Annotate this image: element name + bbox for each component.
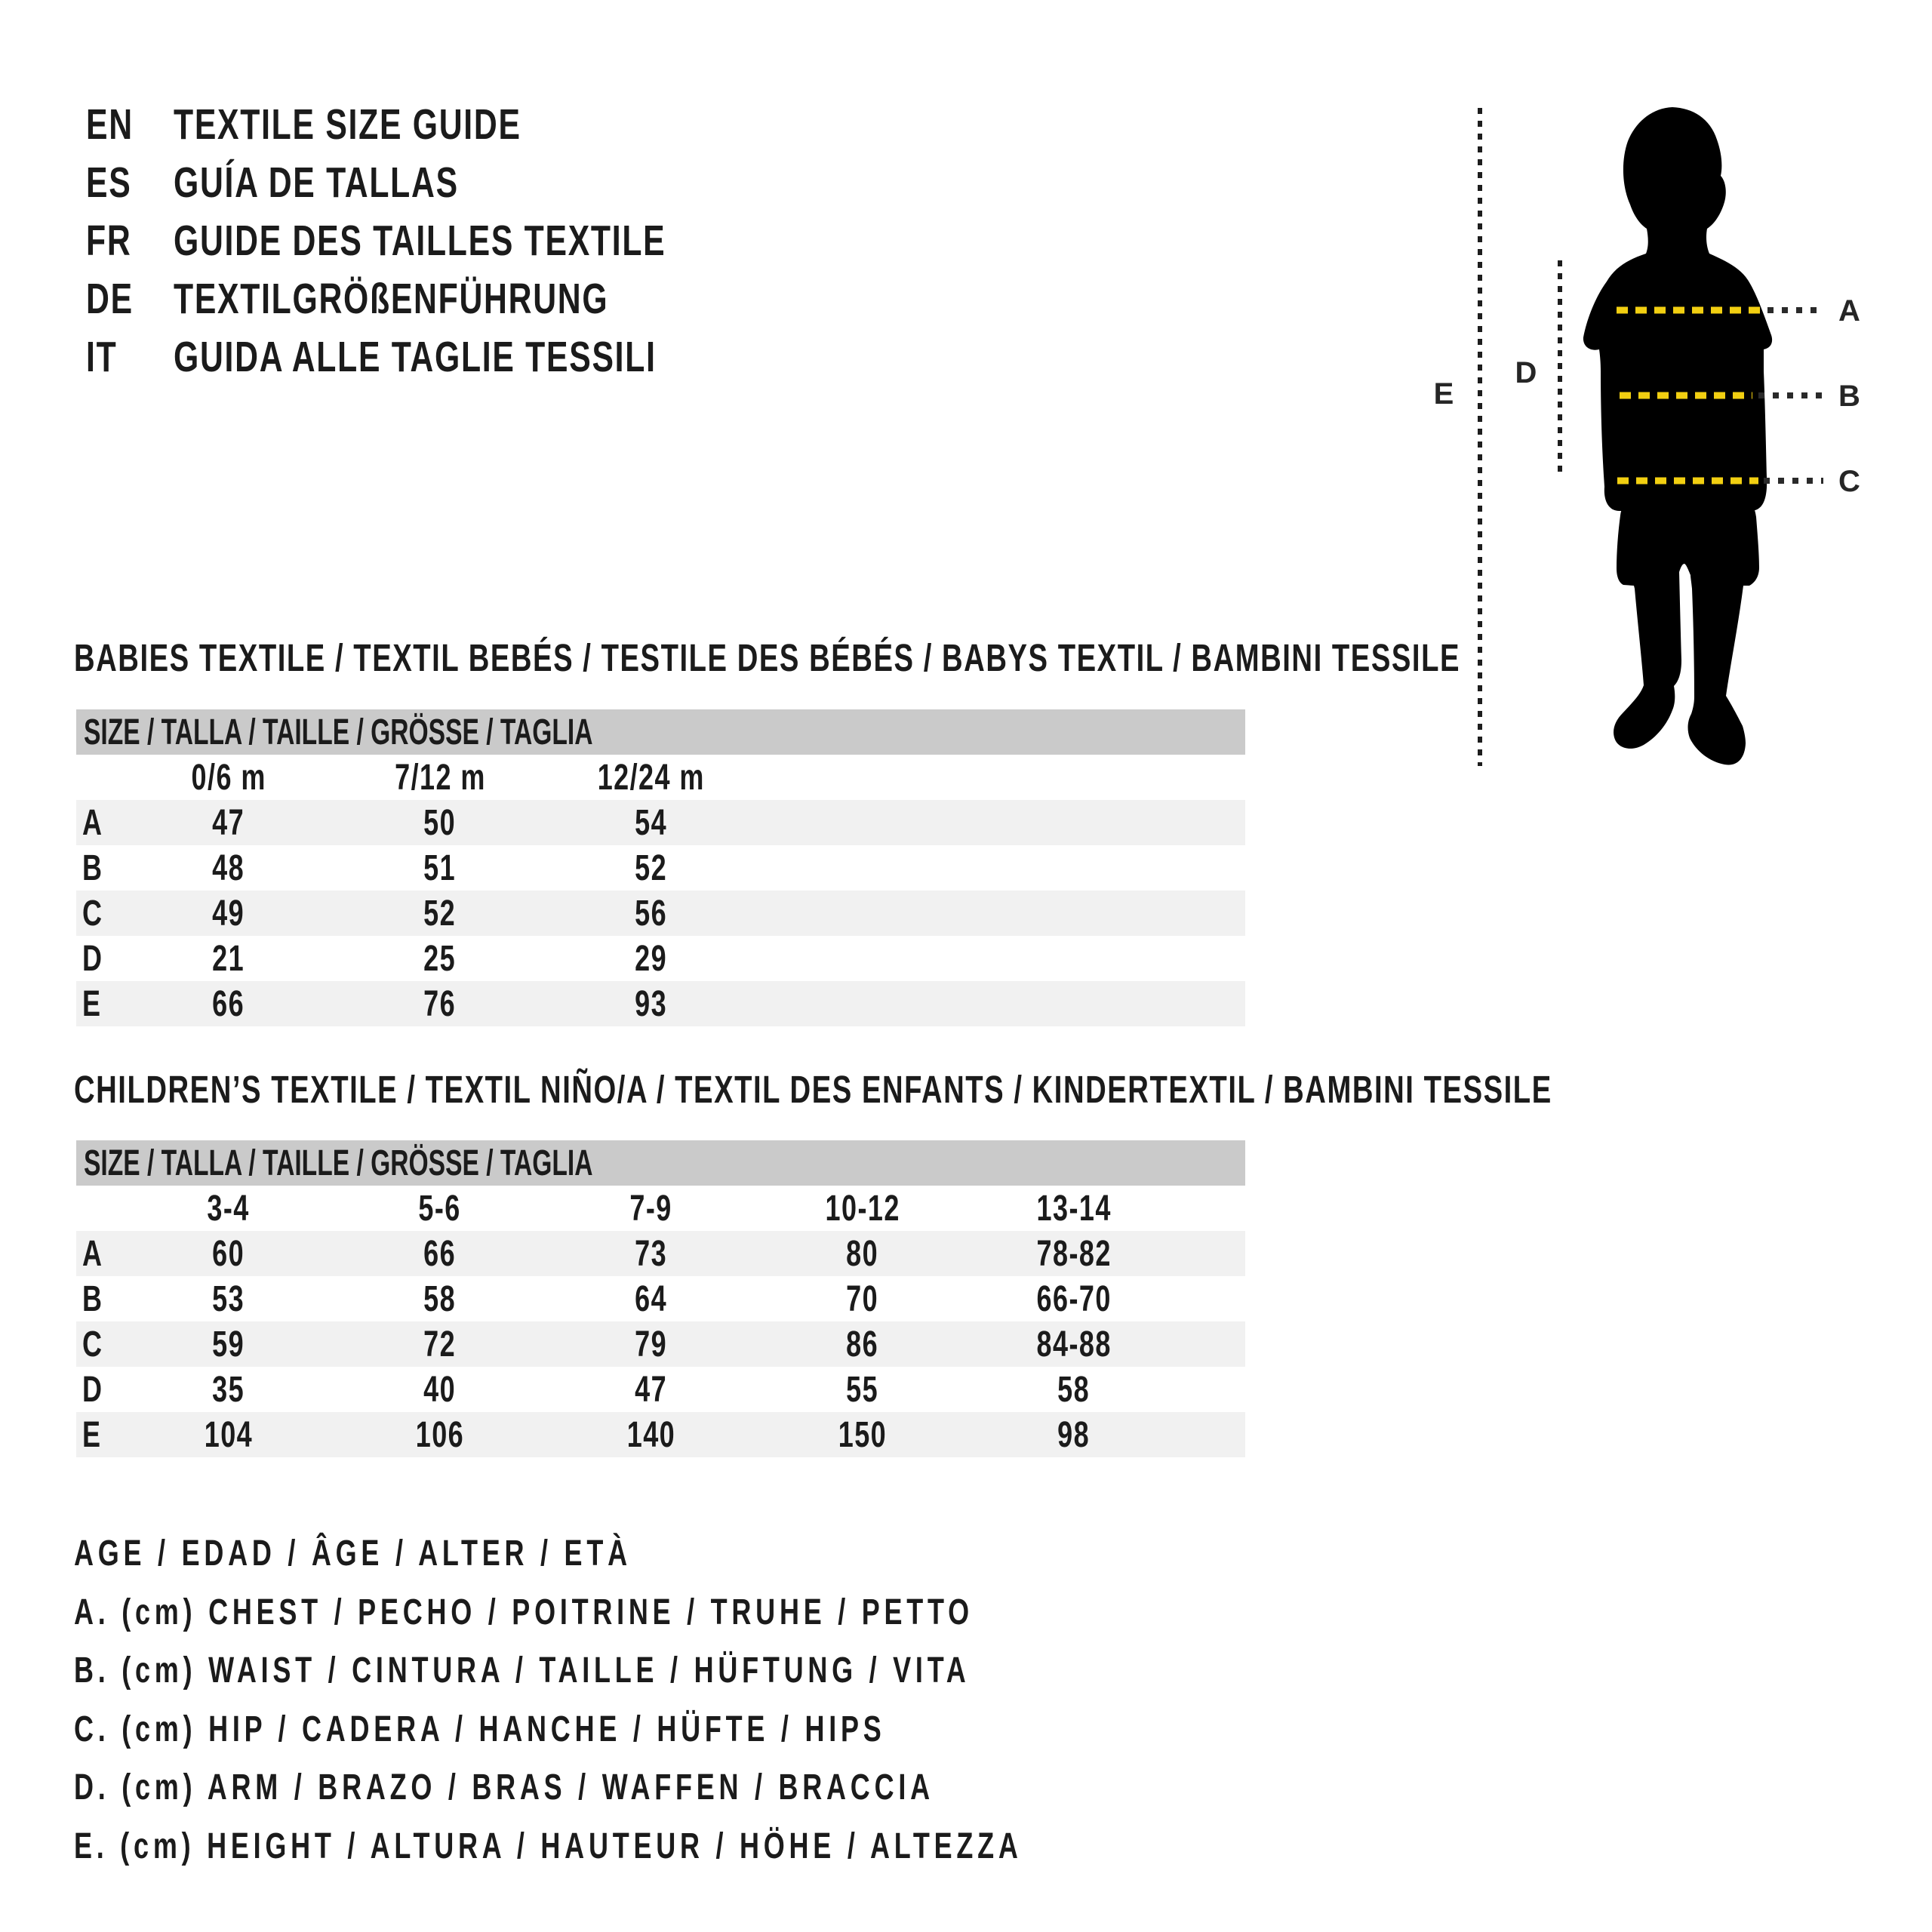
cell-value: 76 bbox=[423, 983, 457, 1024]
cell-value: 58 bbox=[1057, 1369, 1091, 1410]
language-code: IT bbox=[86, 332, 118, 381]
cell-value: 50 bbox=[423, 802, 457, 843]
row-label: A bbox=[82, 1233, 103, 1274]
table-row-d bbox=[76, 936, 1245, 981]
table-row-b bbox=[76, 1276, 1245, 1321]
babies-section-heading: BABIES TEXTILE / TEXTIL BEBÉS / TESTILE DES BÉBÉS / BABYS TEXTIL / BAMBINI TESSILE bbox=[74, 636, 1461, 679]
babies-size-table bbox=[76, 709, 1245, 1026]
language-title-block bbox=[86, 96, 830, 386]
cell-value: 140 bbox=[626, 1414, 676, 1455]
table-row-c bbox=[76, 1321, 1245, 1367]
title-row-en bbox=[86, 96, 830, 154]
cell-value: 60 bbox=[212, 1233, 245, 1274]
page-title-de: TEXTILGRÖßENFÜHRUNG bbox=[174, 274, 609, 323]
language-code: ES bbox=[86, 158, 132, 208]
arm-label: D bbox=[1515, 356, 1537, 389]
cell-value: 79 bbox=[635, 1324, 668, 1364]
legend-age: AGE / EDAD / ÂGE / ALTER / ETÀ bbox=[74, 1534, 632, 1574]
table-row-a bbox=[76, 800, 1245, 845]
table-row-e bbox=[76, 981, 1245, 1026]
height-label: E bbox=[1433, 377, 1454, 411]
column-header: 7-9 bbox=[629, 1188, 673, 1229]
cell-value: 49 bbox=[212, 893, 245, 934]
page-title-es: GUÍA DE TALLAS bbox=[174, 158, 459, 208]
children-size-table bbox=[76, 1140, 1245, 1457]
cell-value: 104 bbox=[204, 1414, 254, 1455]
measurement-figure bbox=[1419, 75, 1932, 792]
legend-arm: D. (cm) ARM / BRAZO / BRAS / WAFFEN / BRACCIA bbox=[74, 1767, 934, 1808]
cell-value: 52 bbox=[635, 848, 668, 888]
cell-value: 51 bbox=[423, 848, 457, 888]
size-header-bar: SIZE / TALLA / TAILLE / GRÖSSE / TAGLIA bbox=[76, 709, 1245, 755]
waist-label: B bbox=[1838, 380, 1860, 413]
legend-hip: C. (cm) HIP / CADERA / HANCHE / HÜFTE / HIPS bbox=[74, 1709, 886, 1749]
chest-label: A bbox=[1838, 294, 1860, 328]
cell-value: 66-70 bbox=[1036, 1278, 1112, 1319]
cell-value: 40 bbox=[423, 1369, 457, 1410]
babies-column-header-row bbox=[76, 755, 1245, 800]
language-code: FR bbox=[86, 216, 132, 265]
legend-waist: B. (cm) WAIST / CINTURA / TAILLE / HÜFTUNG / VITA bbox=[74, 1651, 971, 1691]
title-row-es bbox=[86, 154, 830, 212]
language-code: DE bbox=[86, 274, 134, 323]
cell-value: 25 bbox=[423, 938, 457, 979]
hip-label: C bbox=[1838, 465, 1860, 498]
cell-value: 29 bbox=[635, 938, 668, 979]
row-label: C bbox=[82, 1324, 103, 1364]
cell-value: 78-82 bbox=[1036, 1233, 1112, 1274]
title-row-de bbox=[86, 269, 830, 328]
cell-value: 52 bbox=[423, 893, 457, 934]
row-label: D bbox=[82, 1369, 103, 1410]
cell-value: 150 bbox=[838, 1414, 888, 1455]
cell-value: 73 bbox=[635, 1233, 668, 1274]
cell-value: 86 bbox=[846, 1324, 879, 1364]
column-header: 12/24 m bbox=[597, 757, 706, 798]
measurement-legend bbox=[74, 1524, 1339, 1875]
table-row-e bbox=[76, 1412, 1245, 1457]
children-section-heading: CHILDREN’S TEXTILE / TEXTIL NIÑO/A / TEXTIL DES ENFANTS / KINDERTEXTIL / BAMBINI TESSILE bbox=[74, 1068, 1552, 1111]
language-code: EN bbox=[86, 100, 134, 149]
column-header: 13-14 bbox=[1036, 1188, 1112, 1229]
column-header: 7/12 m bbox=[394, 757, 486, 798]
cell-value: 66 bbox=[423, 1233, 457, 1274]
legend-chest: A. (cm) CHEST / PECHO / POITRINE / TRUHE / PETTO bbox=[74, 1592, 974, 1632]
cell-value: 35 bbox=[212, 1369, 245, 1410]
cell-value: 56 bbox=[635, 893, 668, 934]
row-label: D bbox=[82, 938, 103, 979]
column-header: 3-4 bbox=[207, 1188, 251, 1229]
cell-value: 58 bbox=[423, 1278, 457, 1319]
cell-value: 106 bbox=[415, 1414, 465, 1455]
children-column-header-row bbox=[76, 1186, 1245, 1231]
cell-value: 93 bbox=[635, 983, 668, 1024]
table-row-b bbox=[76, 845, 1245, 891]
cell-value: 48 bbox=[212, 848, 245, 888]
cell-value: 53 bbox=[212, 1278, 245, 1319]
column-header: 5-6 bbox=[418, 1188, 462, 1229]
cell-value: 66 bbox=[212, 983, 245, 1024]
cell-value: 80 bbox=[846, 1233, 879, 1274]
legend-height: E. (cm) HEIGHT / ALTURA / HAUTEUR / HÖHE / ALTEZZA bbox=[74, 1826, 1023, 1866]
cell-value: 47 bbox=[212, 802, 245, 843]
size-header-bar: SIZE / TALLA / TAILLE / GRÖSSE / TAGLIA bbox=[76, 1140, 1245, 1186]
row-label: C bbox=[82, 893, 103, 934]
column-header: 10-12 bbox=[825, 1188, 900, 1229]
cell-value: 84-88 bbox=[1036, 1324, 1112, 1364]
table-row-c bbox=[76, 891, 1245, 936]
title-row-fr bbox=[86, 212, 830, 270]
cell-value: 98 bbox=[1057, 1414, 1091, 1455]
row-label: A bbox=[82, 802, 103, 843]
cell-value: 70 bbox=[846, 1278, 879, 1319]
cell-value: 55 bbox=[846, 1369, 879, 1410]
cell-value: 54 bbox=[635, 802, 668, 843]
cell-value: 47 bbox=[635, 1369, 668, 1410]
row-label: E bbox=[82, 983, 102, 1024]
page-title-fr: GUIDE DES TAILLES TEXTILE bbox=[174, 216, 666, 265]
page-title: TEXTILE SIZE GUIDE bbox=[174, 100, 521, 149]
cell-value: 59 bbox=[212, 1324, 245, 1364]
page-title-it: GUIDA ALLE TAGLIE TESSILI bbox=[174, 332, 657, 381]
cell-value: 64 bbox=[635, 1278, 668, 1319]
column-header: 0/6 m bbox=[191, 757, 266, 798]
table-row-a bbox=[76, 1231, 1245, 1276]
title-row-it bbox=[86, 328, 830, 386]
cell-value: 72 bbox=[423, 1324, 457, 1364]
cell-value: 21 bbox=[212, 938, 245, 979]
table-row-d bbox=[76, 1367, 1245, 1412]
row-label: E bbox=[82, 1414, 102, 1455]
row-label: B bbox=[82, 1278, 103, 1319]
row-label: B bbox=[82, 848, 103, 888]
